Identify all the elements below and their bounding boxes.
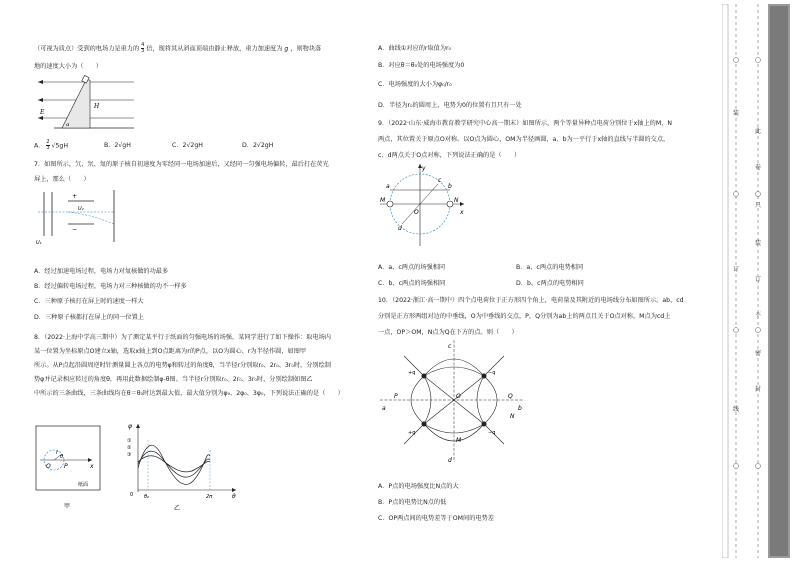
q7-option-b: B．经过偏转电场过程，电场力对三种核做的功不一样多 — [34, 283, 187, 290]
q10-label-N: N — [510, 413, 515, 420]
option-a-value: √5gH — [51, 142, 69, 150]
q8-option-a: A．曲线①对应的r取值为r₀ — [378, 45, 452, 52]
intro-line-2: 地的速度大小为（ ） — [34, 63, 103, 70]
q10-label-O: O — [456, 393, 461, 400]
punch-hole-2 — [734, 192, 739, 197]
punch-hole-6 — [756, 192, 761, 197]
q10-option-b: B．P点的电势比N点的低 — [378, 499, 447, 506]
q9-option-d: D．b、c两点的电势相同 — [516, 280, 584, 287]
label-r: r — [56, 450, 59, 456]
field-arrow-1 — [38, 80, 43, 84]
q9-figure — [378, 162, 468, 248]
incline-figure — [34, 74, 144, 134]
figure-yi — [124, 420, 244, 512]
q9-line-1: 9．（2022·山东·威海市教育教学研究中心高一期末）如图所示，两个等量异种点电荷分别位于x轴上的M、N — [378, 120, 673, 127]
label-x: x — [90, 463, 94, 470]
q9-label-N: N — [454, 197, 459, 204]
binding-strip — [722, 4, 790, 558]
label-minus: − — [72, 226, 78, 233]
q10-option-a: A．P点的电场强度比N点的大 — [378, 483, 459, 490]
intro-text-d: ，则物块落 — [290, 45, 322, 53]
intro-text-a: （可视为质点）受到的电场力是重力的 — [34, 45, 140, 53]
punch-hole-3 — [734, 328, 739, 333]
charge-tr — [482, 374, 487, 379]
charge-tl — [422, 374, 427, 379]
trajectory — [68, 212, 114, 224]
q6-option-a — [34, 140, 68, 151]
charge-bl — [422, 422, 427, 427]
label-U1: U₁ — [36, 240, 42, 246]
deflection-figure — [34, 188, 124, 246]
inner-label-8: 封 — [755, 386, 762, 393]
q8-line-2: 某一位置为坐标原点O建立x轴，选取x轴上到O点距离为r的P点，以O为圆心、r为半径作圆，如图甲 — [34, 348, 307, 355]
q9-label-a: a — [386, 183, 390, 190]
label-yi: 乙 — [174, 505, 181, 512]
q10-label-a: a — [382, 405, 386, 412]
intro-text-b: 倍，现将其从斜面顶端由静止释放，重力加速度为 — [146, 45, 283, 53]
label-theta0: θ₀ — [144, 494, 150, 500]
q8-option-c: C．电场强度的大小为φ₀/r₀ — [378, 81, 452, 88]
outer-label-2: 订 — [733, 266, 740, 273]
q9-label-O: O — [414, 209, 419, 216]
intro-line-1 — [34, 43, 321, 54]
q10-label-Q: Q — [508, 393, 513, 400]
punch-hole-5 — [756, 58, 761, 63]
label-theta-axis: θ — [232, 493, 236, 500]
punch-hole-7 — [756, 328, 761, 333]
q8-line-5: 中所示的三条曲线，三条曲线均在θ＝θ₀时达到最大值，最大值分别为φ₀、2φ₀、3φ₀，下列说法正确的是（ ） — [34, 390, 344, 397]
intro-g: g — [284, 45, 289, 53]
phi-arrow — [136, 424, 140, 428]
field-arrow-2 — [38, 98, 43, 102]
label-theta: θ — [60, 454, 64, 460]
q8-option-d: D．半径为r₀的圆周上，电势为0的位置有且只有一处 — [378, 102, 522, 109]
q10-label-b: b — [518, 405, 522, 412]
option-a-den: 3 — [46, 145, 50, 151]
label-O: O — [46, 463, 51, 470]
q9-option-a: A．a、c两点的场强相同 — [378, 264, 446, 271]
q6-option-b: B．2√gH — [104, 142, 131, 149]
q7-line-2: 屏上，那么（ ） — [34, 176, 90, 183]
label-c1: ① — [127, 438, 132, 444]
q6-option-d: D．2√2gH — [242, 142, 274, 149]
fraction-numerator: 4 — [141, 42, 145, 48]
inner-label-6: 不 — [755, 312, 762, 319]
q10-line-1: 10．（2022·浙江·高一期中）四个点电荷位于正方形四个角上，电荷量及其附近的电场线分布如图所示。ab、cd — [378, 297, 684, 304]
q7-line-1: 7．如图所示，氕、氘、氚的原子核自初速度为零经同一电场加速后，又经同一匀强电场偏转，最后打在荧光 — [34, 161, 329, 168]
q9-label-b: b — [448, 183, 452, 190]
label-c3: ③ — [127, 452, 132, 458]
charge-br — [482, 422, 487, 427]
label-plus: + — [72, 193, 78, 200]
charge-M — [387, 201, 393, 207]
q8-line-3: 所示。从P点起沿圆周逆时针测量圆上各点的电势φ和转过的角度θ，当半径r分别取r₀、2r₀、3r₀时，分别绘制 — [34, 362, 331, 369]
label-phi: φ — [128, 423, 132, 430]
q7-option-d: D．三种原子核都打在屏上的同一位置上 — [34, 314, 144, 321]
q7-option-c: C．三种原子核打在屏上时的速度一样大 — [34, 298, 144, 305]
q9-line-2: 两点，其位置关于原点O对称。以O点为圆心，OM为半径画圆，a、b为一平行于x轴的直线与半圆的交点， — [378, 136, 670, 143]
q9-option-b: B．a、c两点的电势相同 — [516, 264, 584, 271]
inner-label-4: 装 — [755, 240, 762, 247]
q6-option-c: C．2√2gH — [172, 142, 203, 149]
q9-label-x: x — [460, 209, 464, 216]
q10-line-2: 分别是正方形两组对边的中垂线，O为中垂线的交点，P、Q分别为ab上的两点且关于O点对称，M点为cd上 — [378, 313, 671, 320]
curve-1 — [138, 445, 210, 484]
q10-label-q-bl: +q — [408, 430, 416, 436]
label-E: E — [40, 109, 45, 116]
label-origin: 0 — [130, 492, 134, 498]
q10-figure — [378, 338, 528, 466]
q9-label-c: c — [438, 177, 442, 184]
label-alpha: α — [66, 122, 70, 128]
label-U2: U₂ — [78, 206, 84, 212]
outer-label-1: 装 — [733, 110, 740, 117]
punch-hole-1 — [734, 58, 739, 63]
label-jia: 甲 — [64, 503, 71, 510]
incline-wedge — [62, 80, 90, 128]
fraction-denominator: 3 — [141, 48, 145, 54]
inner-label-1: 此 — [755, 128, 762, 135]
inner-label-2: 卷 — [755, 164, 762, 171]
q7-option-a: A．经过加速电场过程，电场力对氚核做的功最多 — [34, 268, 169, 275]
q9-label-M: M — [380, 197, 386, 204]
q9-x-arrow — [460, 202, 464, 206]
q8-line-4: 势φ并记录相应转过的角度θ，再用此数据绘制φ-θ图。当半径r分别取r₀、2r₀、3r₀时，分别绘制如图乙 — [34, 376, 313, 383]
paper-frame — [36, 426, 100, 490]
outer-edge — [722, 4, 728, 558]
q9-option-c: C．b、c两点的场强相同 — [378, 280, 446, 287]
q10-label-M: M — [456, 437, 462, 444]
figure-jia — [34, 424, 104, 514]
q10-label-d: d — [448, 457, 452, 464]
q10-label-c: c — [448, 343, 452, 350]
q10-line-3: 一点，OP＞OM，N点为Q在下方的点。则（ ） — [378, 329, 518, 336]
inner-label-3: 只 — [755, 202, 762, 209]
q10-label-P: P — [394, 393, 398, 400]
label-c2: ② — [127, 445, 132, 451]
intro-fraction — [141, 43, 144, 54]
q10-label-q-br: −q — [488, 430, 496, 436]
option-a-label: A． — [34, 142, 45, 150]
gray-band-inner — [770, 6, 788, 556]
label-twopi: 2π — [206, 494, 213, 500]
q8-option-b: B．对应θ＝θ₀处的电场强度为0 — [378, 62, 465, 69]
label-H: H — [94, 103, 100, 110]
inner-label-5: 订 — [755, 276, 762, 283]
q10-option-c: C．OP两点间的电势差等于OM间的电势差 — [378, 515, 494, 522]
q9-label-y: y — [422, 165, 426, 172]
theta-arrow — [232, 488, 236, 492]
option-a-fraction — [46, 140, 49, 151]
q9-label-d: d — [398, 225, 402, 232]
q9-line-3: c、d两点关于O点对称，下列说法正确的是（ ） — [378, 152, 521, 159]
label-paper: 纸面 — [78, 482, 89, 488]
q10-label-q-tl: +q — [408, 370, 416, 376]
x-arrow — [88, 458, 92, 462]
option-a-num: 2 — [46, 139, 50, 145]
punch-hole-4 — [734, 464, 739, 469]
q8-line-1: 8．（2022·上海中学高三期中）为了测定某平行于纸面的匀强电场的场强，某同学进行了如下操作：取电场内 — [34, 334, 331, 341]
charge-N — [447, 201, 453, 207]
punch-hole-8 — [756, 464, 761, 469]
q10-label-q-tr: −q — [488, 370, 496, 376]
label-P: P — [64, 463, 68, 470]
field-arrow-3 — [38, 116, 43, 120]
inner-label-7: 密 — [755, 350, 762, 357]
outer-label-3: 线 — [733, 406, 740, 413]
